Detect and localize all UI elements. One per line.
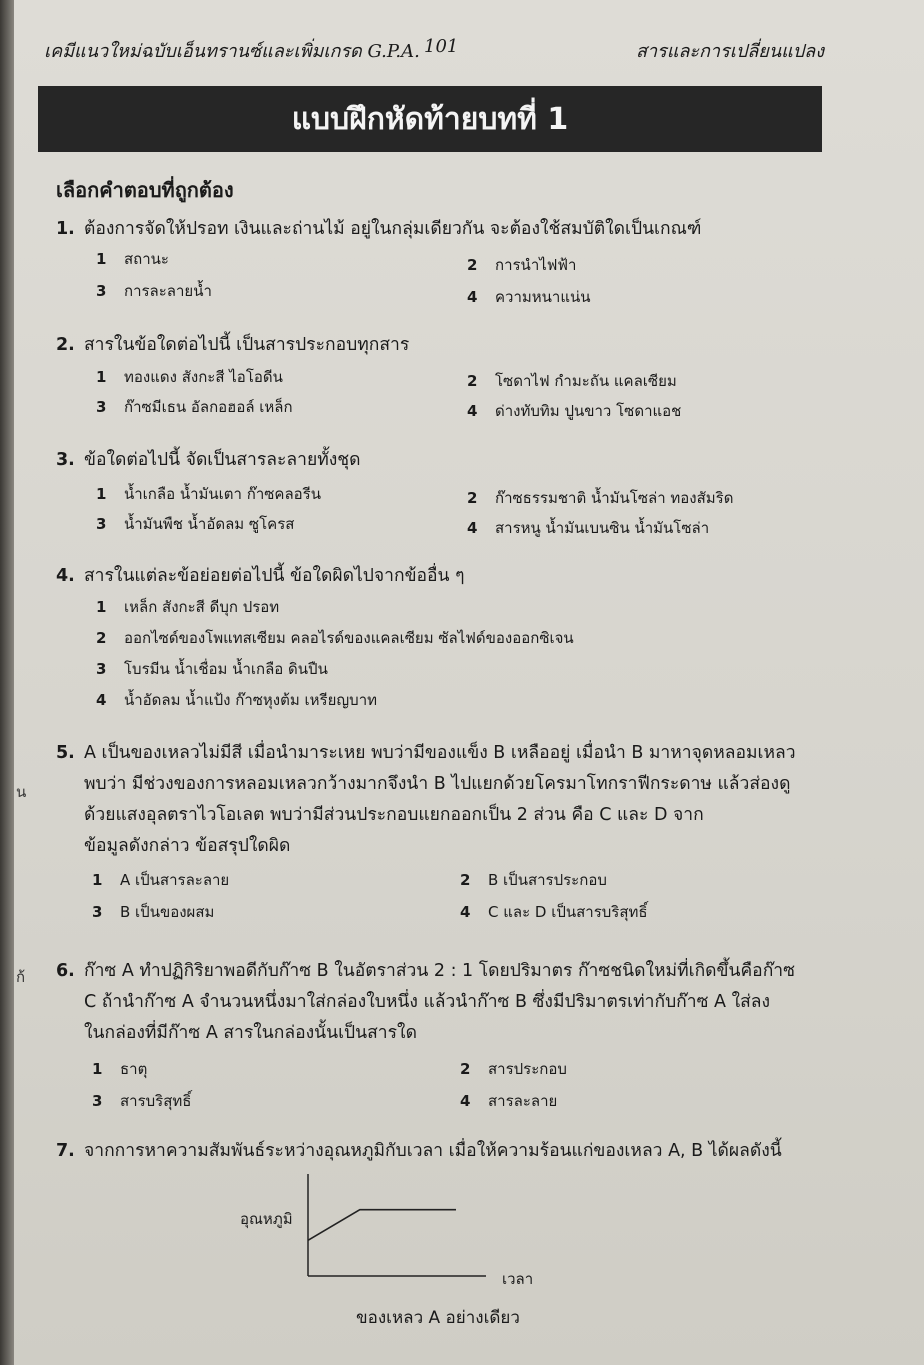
question-number: 7.: [56, 1141, 75, 1161]
book-title: เคมีแนวใหม่ฉบับเอ็นทรานซ์และเพิ่มเกรด G.P.A.: [44, 41, 420, 62]
question-text: สารในข้อใดต่อไปนี้ เป็นสารประกอบทุกสาร: [84, 335, 410, 355]
temperature-time-chart: [240, 1168, 540, 1294]
book-spine: [0, 0, 14, 1365]
instruction: เลือกคำตอบที่ถูกต้อง: [56, 178, 234, 202]
option[interactable]: 4 ด่างทับทิม ปูนขาว โซดาแอช: [467, 402, 682, 420]
question-number: 2.: [56, 335, 75, 355]
question-line: ก๊าซ A ทำปฏิกิริยาพอดีกับก๊าซ B ในอัตราส่วน 2 : 1 โดยปริมาตร ก๊าซชนิดใหม่ที่เกิดขึ้นคือก๊าซ: [84, 961, 795, 981]
option[interactable]: 1 เหล็ก สังกะสี ดีบุก ปรอท: [96, 598, 280, 616]
option[interactable]: 3 การละลายน้ำ: [96, 282, 212, 300]
y-axis-label: อุณหภูมิ: [240, 1210, 293, 1228]
page-number: 101: [424, 36, 459, 57]
question-number: 6.: [56, 961, 75, 981]
question-number: 3.: [56, 450, 75, 470]
question-text: ต้องการจัดให้ปรอท เงินและถ่านไม้ อยู่ในกลุ่มเดียวกัน จะต้องใช้สมบัติใดเป็นเกณฑ์: [84, 219, 702, 239]
question-3: [56, 445, 816, 536]
question-line: พบว่า มีช่วงของการหลอมเหลวกว้างมากจึงนำ B ไปแยกด้วยโครมาโทกราฟีกระดาษ แล้วส่องดู: [84, 774, 791, 794]
option[interactable]: 2 ออกไซด์ของโพแทสเซียม คลอไรด์ของแคลเซียม ซัลไฟด์ของออกซิเจน: [96, 629, 574, 647]
question-text: สารในแต่ละข้อย่อยต่อไปนี้ ข้อใดผิดไปจากข้ออื่น ๆ: [84, 566, 465, 586]
option[interactable]: 1 น้ำเกลือ น้ำมันเตา ก๊าซคลอรีน: [96, 485, 321, 503]
question-4: [56, 561, 816, 716]
question-line: C ถ้านำก๊าซ A จำนวนหนึ่งมาใส่กล่องใบหนึ่ง แล้วนำก๊าซ B ซึ่งมีปริมาตรเท่ากับก๊าซ A ใส่ลง: [84, 992, 771, 1012]
question-line: A เป็นของเหลวไม่มีสี เมื่อนำมาระเหย พบว่ามีของแข็ง B เหลืออยู่ เมื่อนำ B มาหาจุดหลอมเหลว: [84, 743, 796, 763]
option[interactable]: 1 ทองแดง สังกะสี ไอโอดีน: [96, 368, 283, 386]
chapter-title: สารและการเปลี่ยนแปลง: [635, 41, 824, 62]
series-line: [308, 1210, 456, 1241]
exercise-title: แบบฝึกหัดท้ายบทที่ 1: [291, 101, 569, 137]
option[interactable]: 3 B เป็นของผสม: [92, 903, 215, 921]
question-text: จากการหาความสัมพันธ์ระหว่างอุณหภูมิกับเวลา เมื่อให้ความร้อนแก่ของเหลว A, B ได้ผลดังนี้: [84, 1141, 782, 1161]
question-number: 5.: [56, 743, 75, 763]
question-number: 1.: [56, 219, 75, 239]
option[interactable]: 2 การนำไฟฟ้า: [467, 256, 577, 274]
running-header: [44, 36, 824, 64]
option[interactable]: 3 โบรมีน น้ำเชื่อม น้ำเกลือ ดินปืน: [96, 660, 328, 678]
question-line: ด้วยแสงอุลตราไวโอเลต พบว่ามีส่วนประกอบแยกออกเป็น 2 ส่วน คือ C และ D จาก: [84, 805, 704, 825]
option[interactable]: 2 สารประกอบ: [460, 1060, 567, 1078]
question-7: [56, 1136, 816, 1167]
question-6: [56, 956, 816, 1109]
question-1: [56, 214, 816, 305]
option[interactable]: 2 B เป็นสารประกอบ: [460, 871, 607, 889]
question-5: [56, 738, 816, 922]
option[interactable]: 3 สารบริสุทธิ์: [92, 1092, 192, 1110]
option[interactable]: 4 น้ำอัดลม น้ำแป้ง ก๊าซหุงต้ม เหรียญบาท: [96, 691, 378, 709]
exercise-title-bar: [38, 86, 822, 152]
option[interactable]: 4 C และ D เป็นสารบริสุทธิ์: [460, 903, 648, 921]
question-text: ข้อใดต่อไปนี้ จัดเป็นสารละลายทั้งชุด: [84, 450, 361, 470]
question-line: ในกล่องที่มีก๊าซ A สารในกล่องนั้นเป็นสารใด: [84, 1023, 417, 1043]
margin-note: น: [16, 783, 27, 801]
question-number: 4.: [56, 566, 75, 586]
question-2: [56, 330, 816, 421]
chart-caption: ของเหลว A อย่างเดียว: [356, 1308, 520, 1328]
option[interactable]: 4 สารหนู น้ำมันเบนซิน น้ำมันโซล่า: [467, 519, 710, 537]
option[interactable]: 4 สารละลาย: [460, 1092, 558, 1110]
option[interactable]: 2 ก๊าซธรรมชาติ น้ำมันโซล่า ทองสัมริด: [467, 489, 734, 507]
option[interactable]: 4 ความหนาแน่น: [467, 288, 591, 306]
margin-note: ก้: [16, 968, 26, 986]
option[interactable]: 3 ก๊าซมีเธน อัลกอฮอล์ เหล็ก: [96, 398, 293, 416]
option[interactable]: 1 ธาตุ: [92, 1060, 148, 1078]
option[interactable]: 1 สถานะ: [96, 250, 169, 268]
option[interactable]: 1 A เป็นสารละลาย: [92, 871, 230, 889]
option[interactable]: 2 โซดาไฟ กำมะถัน แคลเซียม: [467, 372, 677, 390]
question-line: ข้อมูลดังกล่าว ข้อสรุปใดผิด: [84, 836, 291, 856]
x-axis-label: เวลา: [502, 1270, 534, 1288]
option[interactable]: 3 น้ำมันพืช น้ำอัดลม ซูโครส: [96, 515, 295, 533]
